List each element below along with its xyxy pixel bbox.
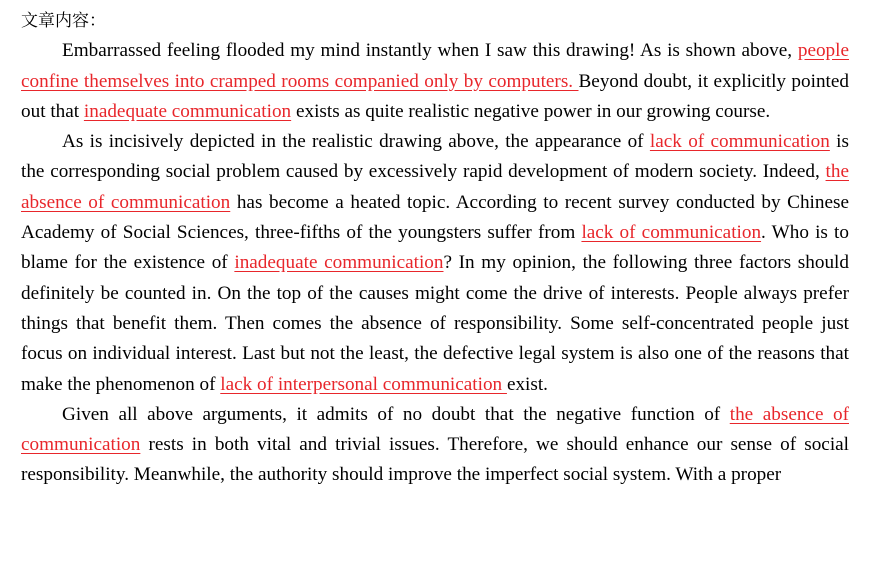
text-run: ? In my opinion, the following three factors should definitely be counted in. On the top of the causes might come the drive of interests. People always prefer things that benefit them. Then comes the absence of responsibility. Some self-concentrated people just focus on individual interest. Last but not the least, the defective legal system is also one of the reasons that make the phenomenon of — [21, 252, 849, 395]
text-run: Given all above arguments, it admits of no doubt that the negative function of — [62, 403, 730, 425]
text-run: exists as quite realistic negative power in our growing course. — [291, 100, 771, 122]
highlighted-phrase: lack of communication — [649, 131, 830, 153]
text-run: . Who is to blame for the existence of — [21, 222, 849, 274]
highlighted-phrase: people confine themselves into cramped rooms companied only by computers. — [21, 40, 849, 92]
paragraph-1 — [21, 36, 849, 127]
highlighted-phrase: lack of interpersonal communication — [220, 373, 507, 395]
article-heading: 文章内容： — [21, 11, 106, 31]
text-run: has become a heated topic. According to recent survey conducted by Chinese Academy of Social Sciences, three-fifths of the youngsters suffer from — [21, 191, 849, 244]
highlighted-phrase: lack of communication — [581, 222, 762, 244]
text-run: rests in both vital and trivial issues. Therefore, we should enhance our sense of social responsibility. Meanwhile, the authority should improve the imperfect social system. With a proper — [21, 434, 849, 486]
highlighted-phrase: the absence of communication — [21, 403, 849, 456]
highlighted-phrase: inadequate communication — [83, 100, 292, 122]
highlighted-phrase: the absence of communication — [21, 161, 849, 213]
text-run: Embarrassed feeling flooded my mind instantly when I saw this drawing! As is shown above, — [62, 40, 798, 62]
text-run: is the corresponding social problem caused by excessively rapid development of modern society. Indeed, — [21, 131, 849, 183]
article-content — [21, 6, 849, 491]
text-run: Beyond doubt, it explicitly pointed out that — [21, 70, 849, 122]
highlighted-phrase: inadequate communication — [234, 252, 444, 274]
text-run: exist. — [506, 373, 548, 395]
paragraph-3 — [21, 400, 849, 491]
text-run: As is incisively depicted in the realistic drawing above, the appearance of — [62, 131, 650, 153]
paragraph-2 — [21, 127, 849, 400]
